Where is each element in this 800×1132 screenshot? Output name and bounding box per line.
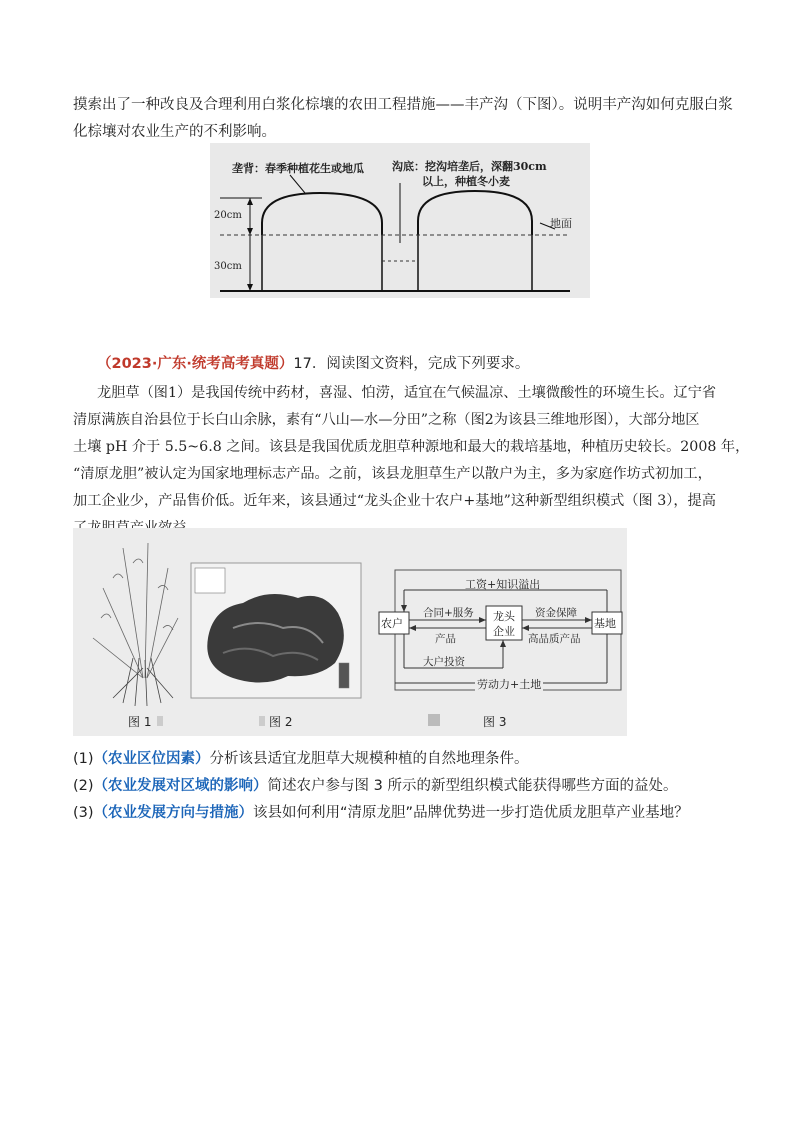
flow-contract: 合同+服务 xyxy=(423,607,474,619)
intro-paragraph xyxy=(73,92,733,146)
material-line-5: 加工企业少，产品售价低。近年来，该县通过“龙头企业十农户+基地”这种新型组织模式（图 3），提高 xyxy=(73,493,716,509)
material-line-3: 土壤 pH 介于 5.5~6.8 之间。该县是我国优质龙胆草种源地和最大的栽培基地，种植历史较长。2008 年， xyxy=(73,439,750,455)
subquestion-2-tag: （农业发展对区域的影响） xyxy=(93,778,268,794)
ditch-diagram xyxy=(210,143,590,298)
subquestion-1-number: (1) xyxy=(73,751,94,767)
flow-company-1: 龙头 xyxy=(493,610,515,623)
subquestion-2 xyxy=(73,774,678,795)
question-material xyxy=(73,380,750,542)
flow-labor: 劳动力+土地 xyxy=(477,678,542,691)
figure-panel xyxy=(73,528,627,736)
subquestion-3-text: 该县如何利用“清原龙胆”品牌优势进一步打造优质龙胆草产业基地？ xyxy=(253,805,689,821)
ground-label: 地面 xyxy=(550,217,572,230)
question-source: （2023·广东·统考高考真题） xyxy=(97,356,294,372)
depth-30cm-label: 30cm xyxy=(214,261,242,272)
subquestion-1-text: 分析该县适宜龙胆草大规模种植的自然地理条件。 xyxy=(209,751,529,767)
flow-product: 产品 xyxy=(435,633,456,645)
flow-wage: 工资+知识溢出 xyxy=(465,578,541,591)
subquestion-3-number: (3) xyxy=(73,805,94,821)
flow-base: 基地 xyxy=(594,617,616,630)
subquestion-3-tag: （农业发展方向与措施） xyxy=(93,805,254,821)
subquestion-1 xyxy=(73,747,529,768)
ridge-label: 垄背：春季种植花生或地瓜 xyxy=(232,162,364,175)
gentian-plant-image xyxy=(93,543,178,706)
ditch-label-2: 以上，种植冬小麦 xyxy=(422,175,510,188)
depth-20cm-label: 20cm xyxy=(214,210,242,221)
material-line-4: “清原龙胆”被认定为国家地理标志产品。之前，该县龙胆草生产以散户为主，多为家庭作坊式初加工， xyxy=(73,466,712,482)
flow-quality: 高品质产品 xyxy=(528,633,581,645)
material-line-1: 龙胆草（图1）是我国传统中药材，喜湿、怕涝，适宜在气候温凉、土壤微酸性的环境生长。辽宁省 xyxy=(97,385,717,401)
ditch-label-1: 沟底：挖沟培垄后，深翻30cm xyxy=(392,160,547,173)
question-header xyxy=(97,352,529,373)
intro-line-2: 化棕壤对农业生产的不利影响。 xyxy=(73,124,276,140)
question-number: 17．阅读图文资料，完成下列要求。 xyxy=(293,356,530,372)
subquestion-1-tag: （农业区位因素） xyxy=(93,751,210,767)
figure-3-caption: 图 3 xyxy=(483,715,507,729)
flow-capital: 资金保障 xyxy=(535,607,577,619)
intro-line-1: 摸索出了一种改良及合理利用白浆化棕壤的农田工程措施——丰产沟（下图）。说明丰产沟如何克服白浆 xyxy=(73,97,733,113)
subquestion-3 xyxy=(73,801,689,822)
flow-company-2: 企业 xyxy=(493,625,515,638)
subquestion-2-text: 简述农户参与图 3 所示的新型组织模式能获得哪些方面的益处。 xyxy=(267,778,678,794)
material-line-2: 清原满族自治县位于长白山余脉，素有“八山—水—分田”之称（图2为该县三维地形图），大部分地区 xyxy=(73,412,700,428)
flow-invest: 大户投资 xyxy=(423,656,465,668)
figure-1-caption: 图 1 xyxy=(128,715,152,729)
subquestion-2-number: (2) xyxy=(73,778,94,794)
figure-2-caption: 图 2 xyxy=(269,715,293,729)
flow-farmer: 农户 xyxy=(381,617,403,630)
